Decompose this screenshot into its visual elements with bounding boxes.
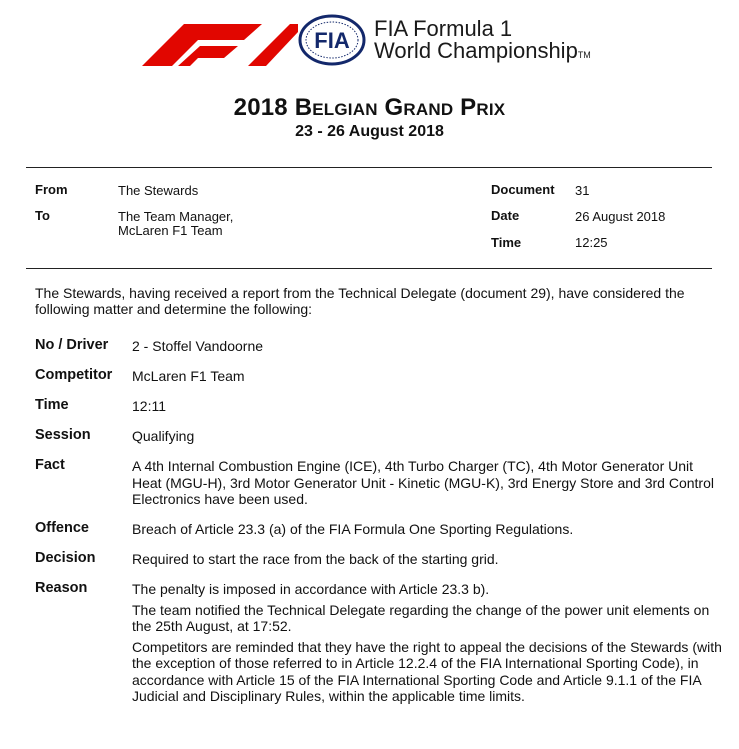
decision-label: Decision bbox=[35, 550, 96, 566]
session-value: Qualifying bbox=[132, 428, 195, 444]
time-label: Time bbox=[491, 235, 522, 250]
document-label: Document bbox=[491, 182, 555, 197]
to-value-line-2: McLaren F1 Team bbox=[118, 223, 223, 238]
offence-label: Offence bbox=[35, 520, 89, 536]
to-label: To bbox=[35, 208, 50, 223]
reason-paragraph: Competitors are reminded that they have the right to appeal the decisions of the Stewards (with the exception of those referred to in Article 12.2.4 of the FIA International Sporting Code), in accordance with Article 15 of the FIA International Sporting Code and Article 9.1.1 of the FIA Judicial and Disciplinary Rules, within the applicable time limits. bbox=[132, 638, 722, 704]
header-logo-band bbox=[138, 10, 620, 68]
date-value: 26 August 2018 bbox=[575, 209, 666, 224]
seal-text: FIA bbox=[314, 28, 350, 53]
competitor-value: McLaren F1 Team bbox=[132, 368, 245, 384]
event-dates: 23 - 26 August 2018 bbox=[295, 123, 444, 140]
from-label: From bbox=[35, 182, 68, 197]
session-label: Session bbox=[35, 427, 91, 443]
offence-value: Breach of Article 23.3 (a) of the FIA Formula One Sporting Regulations. bbox=[132, 521, 574, 537]
reason-value bbox=[132, 581, 722, 709]
date-label: Date bbox=[491, 208, 520, 223]
time-row-label: Time bbox=[35, 397, 69, 413]
reason-paragraph: The team notified the Technical Delegate regarding the change of the power unit elements on the 25th August, at 17:52. bbox=[132, 601, 710, 634]
driver-label: No / Driver bbox=[35, 337, 109, 353]
to-value-line-1: The Team Manager, bbox=[118, 209, 234, 224]
f1-logo bbox=[138, 10, 298, 68]
decision-value: Required to start the race from the back of the starting grid. bbox=[132, 551, 499, 567]
header-divider-bottom bbox=[26, 268, 712, 269]
brand-line-2-text: World Championship bbox=[374, 38, 578, 63]
header-divider-top bbox=[26, 167, 712, 168]
time-row-value: 12:11 bbox=[132, 398, 166, 414]
fia-seal-icon bbox=[298, 14, 366, 66]
event-title-text: 2018 Belgian Grand Prix bbox=[233, 94, 506, 121]
brand-line-2 bbox=[374, 40, 591, 66]
reason-label: Reason bbox=[35, 580, 88, 596]
driver-value: 2 - Stoffel Vandoorne bbox=[132, 338, 264, 354]
fact-label: Fact bbox=[35, 457, 65, 473]
time-value: 12:25 bbox=[575, 235, 608, 250]
from-value: The Stewards bbox=[118, 183, 199, 198]
brand-line-1: FIA Formula 1 bbox=[374, 16, 513, 41]
event-title bbox=[0, 94, 739, 122]
championship-title bbox=[374, 18, 591, 66]
fact-value: A 4th Internal Combustion Engine (ICE), 4th Turbo Charger (TC), 4th Motor Generator Unit Heat (MGU-H), 3rd Motor Generator Unit - Kinetic (MGU-K), 3rd Energy Store and 3rd Control Electronics have been used. bbox=[132, 458, 714, 507]
document-value: 31 bbox=[575, 183, 590, 198]
trademark-mark: TM bbox=[577, 50, 591, 60]
intro-paragraph: The Stewards, having received a report from the Technical Delegate (document 29), have considered the following matter and determine the following: bbox=[35, 285, 685, 317]
reason-paragraph: The penalty is imposed in accordance with Article 23.3 b). bbox=[132, 581, 490, 597]
competitor-label: Competitor bbox=[35, 367, 113, 383]
